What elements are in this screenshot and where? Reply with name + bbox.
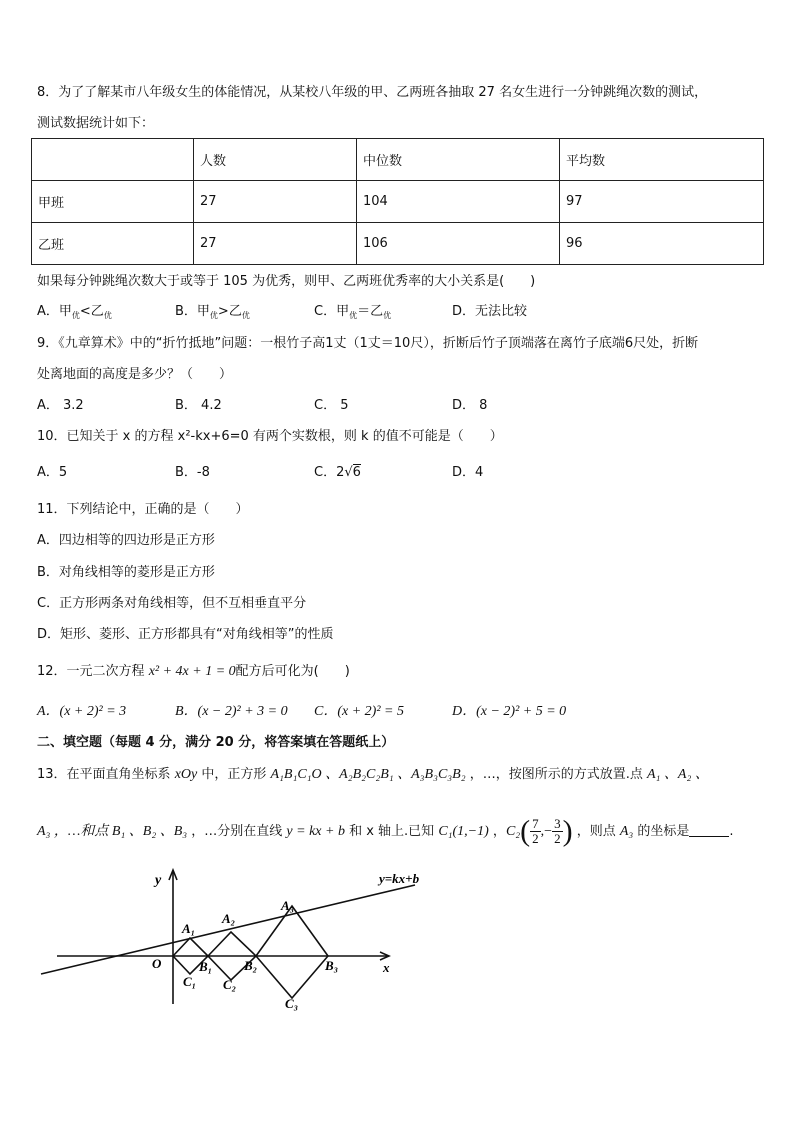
q12-stem: 12．一元二次方程 x² + 4x + 1 = 0配方后可化为( )	[37, 664, 350, 679]
q8-line2: 测试数据统计如下：	[37, 116, 155, 131]
label-a1: A₁	[182, 921, 196, 936]
q9-line1: 9．《九章算术》中的“折竹抵地”问题：一根竹子高1丈（1丈＝10尺），折断后竹子顶端落在离竹子底端6尺处，折断	[37, 336, 699, 351]
table-cell	[32, 139, 194, 181]
q11-stem: 11．下列结论中，正确的是（ ）	[37, 502, 249, 517]
table-cell: 中位数	[357, 139, 560, 181]
section-title: 二、填空题（每题 4 分，满分 20 分，将答案填在答题纸上）	[37, 735, 395, 750]
option-b[interactable]: B．(x − 2)² + 3 = 0	[175, 704, 288, 719]
label-a2: A₂	[222, 911, 236, 926]
option-c[interactable]: C．2√6	[314, 465, 361, 480]
option-c[interactable]: C．(x + 2)² = 5	[314, 704, 404, 719]
option-b[interactable]: B．-8	[175, 465, 210, 480]
option-c[interactable]: C． 5	[314, 398, 349, 413]
table-cell: 27	[194, 223, 357, 265]
q11-option-a[interactable]: A．四边相等的四边形是正方形	[37, 533, 215, 548]
option-b[interactable]: B．甲$_优$>乙$_优$	[175, 304, 250, 320]
option-a[interactable]: A．5	[37, 465, 68, 480]
label-b1: B₁	[199, 959, 213, 974]
radicand: 6	[352, 465, 361, 480]
q9-line2: 处离地面的高度是多少？（ ）	[37, 367, 233, 382]
table-row	[32, 223, 764, 265]
stats-table	[31, 138, 764, 265]
label-b2: B₂	[244, 958, 258, 973]
table-cell: 甲班	[32, 181, 194, 223]
label-b3: B₃	[325, 958, 339, 973]
table-cell: 97	[560, 181, 764, 223]
table-cell: 106	[357, 223, 560, 265]
option-a[interactable]: A．甲$_优$<乙$_优$	[37, 304, 112, 320]
origin-label: O	[152, 956, 162, 971]
line-label: y=kx+b	[379, 871, 420, 886]
label-c2: C₂	[223, 977, 237, 992]
sqrt-sign: √	[344, 465, 353, 480]
table-cell: 104	[357, 181, 560, 223]
table-cell: 平均数	[560, 139, 764, 181]
option-b[interactable]: B． 4.2	[175, 398, 222, 413]
option-d[interactable]: D．(x − 2)² + 5 = 0	[452, 704, 567, 719]
table-cell: 人数	[194, 139, 357, 181]
answer-blank[interactable]	[689, 822, 729, 837]
q11-option-d[interactable]: D．矩形、菱形、正方形都具有“对角线相等”的性质	[37, 627, 334, 642]
q13-line2: A₃ ，…和点 B₁ 、B₂ 、B₃ ，…分别在直线 y = kx + b 和 x 轴上.已知 C₁(1,−1) ，C₂( $\frac{7}{2}$ ,− $\frac{3}{2}$ ) ，则点 A₃ 的坐标是 .	[37, 814, 734, 848]
label-c1: C₁	[183, 974, 197, 989]
option-d[interactable]: D．无法比较	[452, 304, 528, 319]
table-row	[32, 139, 764, 181]
label-a3: A₃	[281, 898, 295, 913]
option-a[interactable]: A． 3.2	[37, 398, 84, 413]
option-d[interactable]: D． 8	[452, 398, 488, 413]
table-cell: 27	[194, 181, 357, 223]
line-kx-b	[41, 885, 415, 974]
q8-line1: 8．为了了解某市八年级女生的体能情况，从某校八年级的甲、乙两班各抽取 27 名女生进行一分钟跳绳次数的测试，	[37, 85, 708, 100]
table-row	[32, 181, 764, 223]
q13-line1: 13．在平面直角坐标系 xOy 中，正方形 A₁B₁C₁O 、A₂B₂C₂B₁ 、A₃B₃C₃B₂ ，…，按图所示的方式放置.点 A₁ 、A₂ 、	[37, 767, 709, 782]
table-cell: 96	[560, 223, 764, 265]
q8-question: 如果每分钟跳绳次数大于或等于 105 为优秀，则甲、乙两班优秀率的大小关系是( )	[37, 274, 536, 289]
q10-stem: 10．已知关于 x 的方程 x²-kx+6=0 有两个实数根，则 k 的值不可能是（ ）	[37, 429, 503, 444]
q11-option-c[interactable]: C．正方形两条对角线相等，但不互相垂直平分	[37, 596, 307, 611]
option-c[interactable]: C．甲$_优$＝乙$_优$	[314, 304, 392, 320]
y-axis-label: y	[155, 873, 162, 888]
option-a[interactable]: A．(x + 2)² = 3	[37, 704, 127, 719]
label-c3: C₃	[285, 996, 299, 1011]
option-d[interactable]: D．4	[452, 465, 484, 480]
coordinate-figure	[37, 862, 437, 1012]
table-cell: 乙班	[32, 223, 194, 265]
x-axis-label: x	[383, 960, 390, 975]
equation: x² + 4x + 1 = 0	[148, 664, 236, 679]
q11-option-b[interactable]: B．对角线相等的菱形是正方形	[37, 565, 215, 580]
